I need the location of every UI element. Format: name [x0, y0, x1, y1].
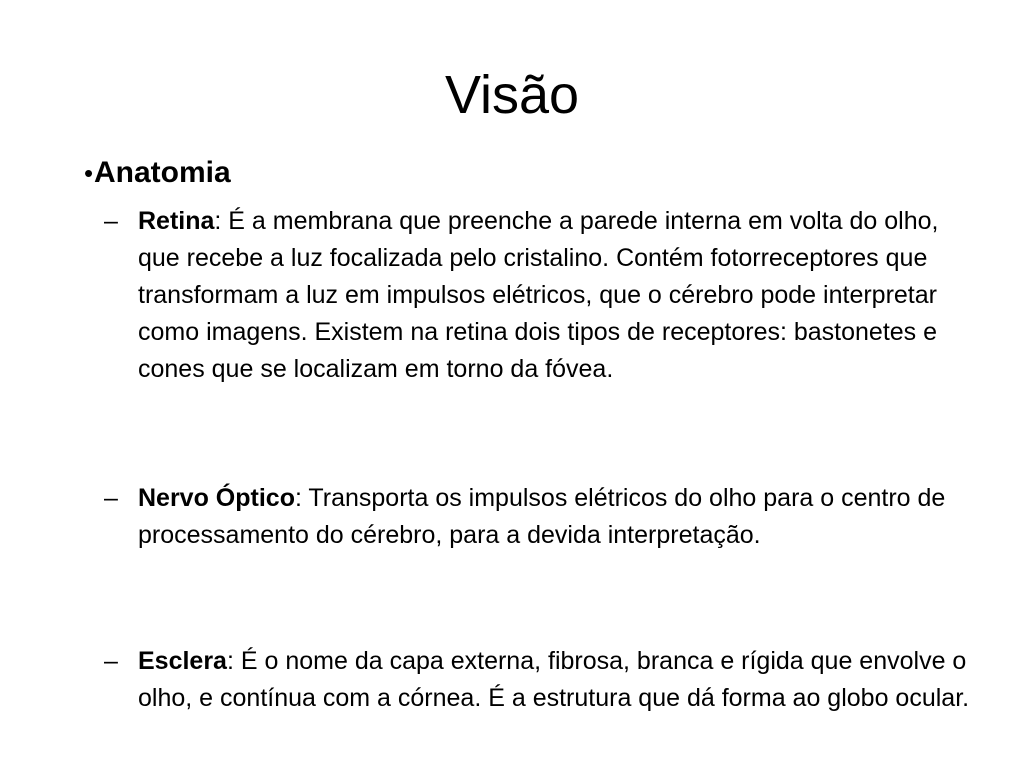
dash-icon: – — [104, 207, 118, 235]
term-esclera: Esclera — [138, 647, 227, 675]
sub-item-text — [138, 480, 978, 554]
bullet-icon: • — [84, 158, 94, 188]
definition-nervo-optico: : Transporta os impulsos elétricos do olho para o centro de processamento do cérebro, para a devida interpretação. — [138, 484, 946, 549]
dash-icon: – — [104, 484, 118, 512]
definition-esclera: : É o nome da capa externa, fibrosa, branca e rígida que envolve o olho, e contínua com a córnea. É a estrutura que dá forma ao globo ocular. — [138, 647, 970, 712]
sub-item-text — [138, 643, 978, 717]
term-retina: Retina — [138, 207, 215, 235]
term-nervo-optico: Nervo Óptico — [138, 484, 295, 512]
definition-retina: : É a membrana que preenche a parede interna em volta do olho, que recebe a luz focalizada pelo cristalino. Contém fotorreceptores que transformam a luz em impulsos elétricos, que o cérebro pode interpretar como imagens. Existem na retina dois tipos de receptores: bastonetes e cones que se localizam em torno da fóvea. — [138, 207, 939, 383]
dash-icon: – — [104, 647, 118, 675]
sub-item-text — [138, 203, 978, 388]
slide-title: Visão — [444, 65, 580, 125]
bullet-label: Anatomia — [94, 156, 231, 189]
bullet-anatomia — [84, 152, 231, 194]
